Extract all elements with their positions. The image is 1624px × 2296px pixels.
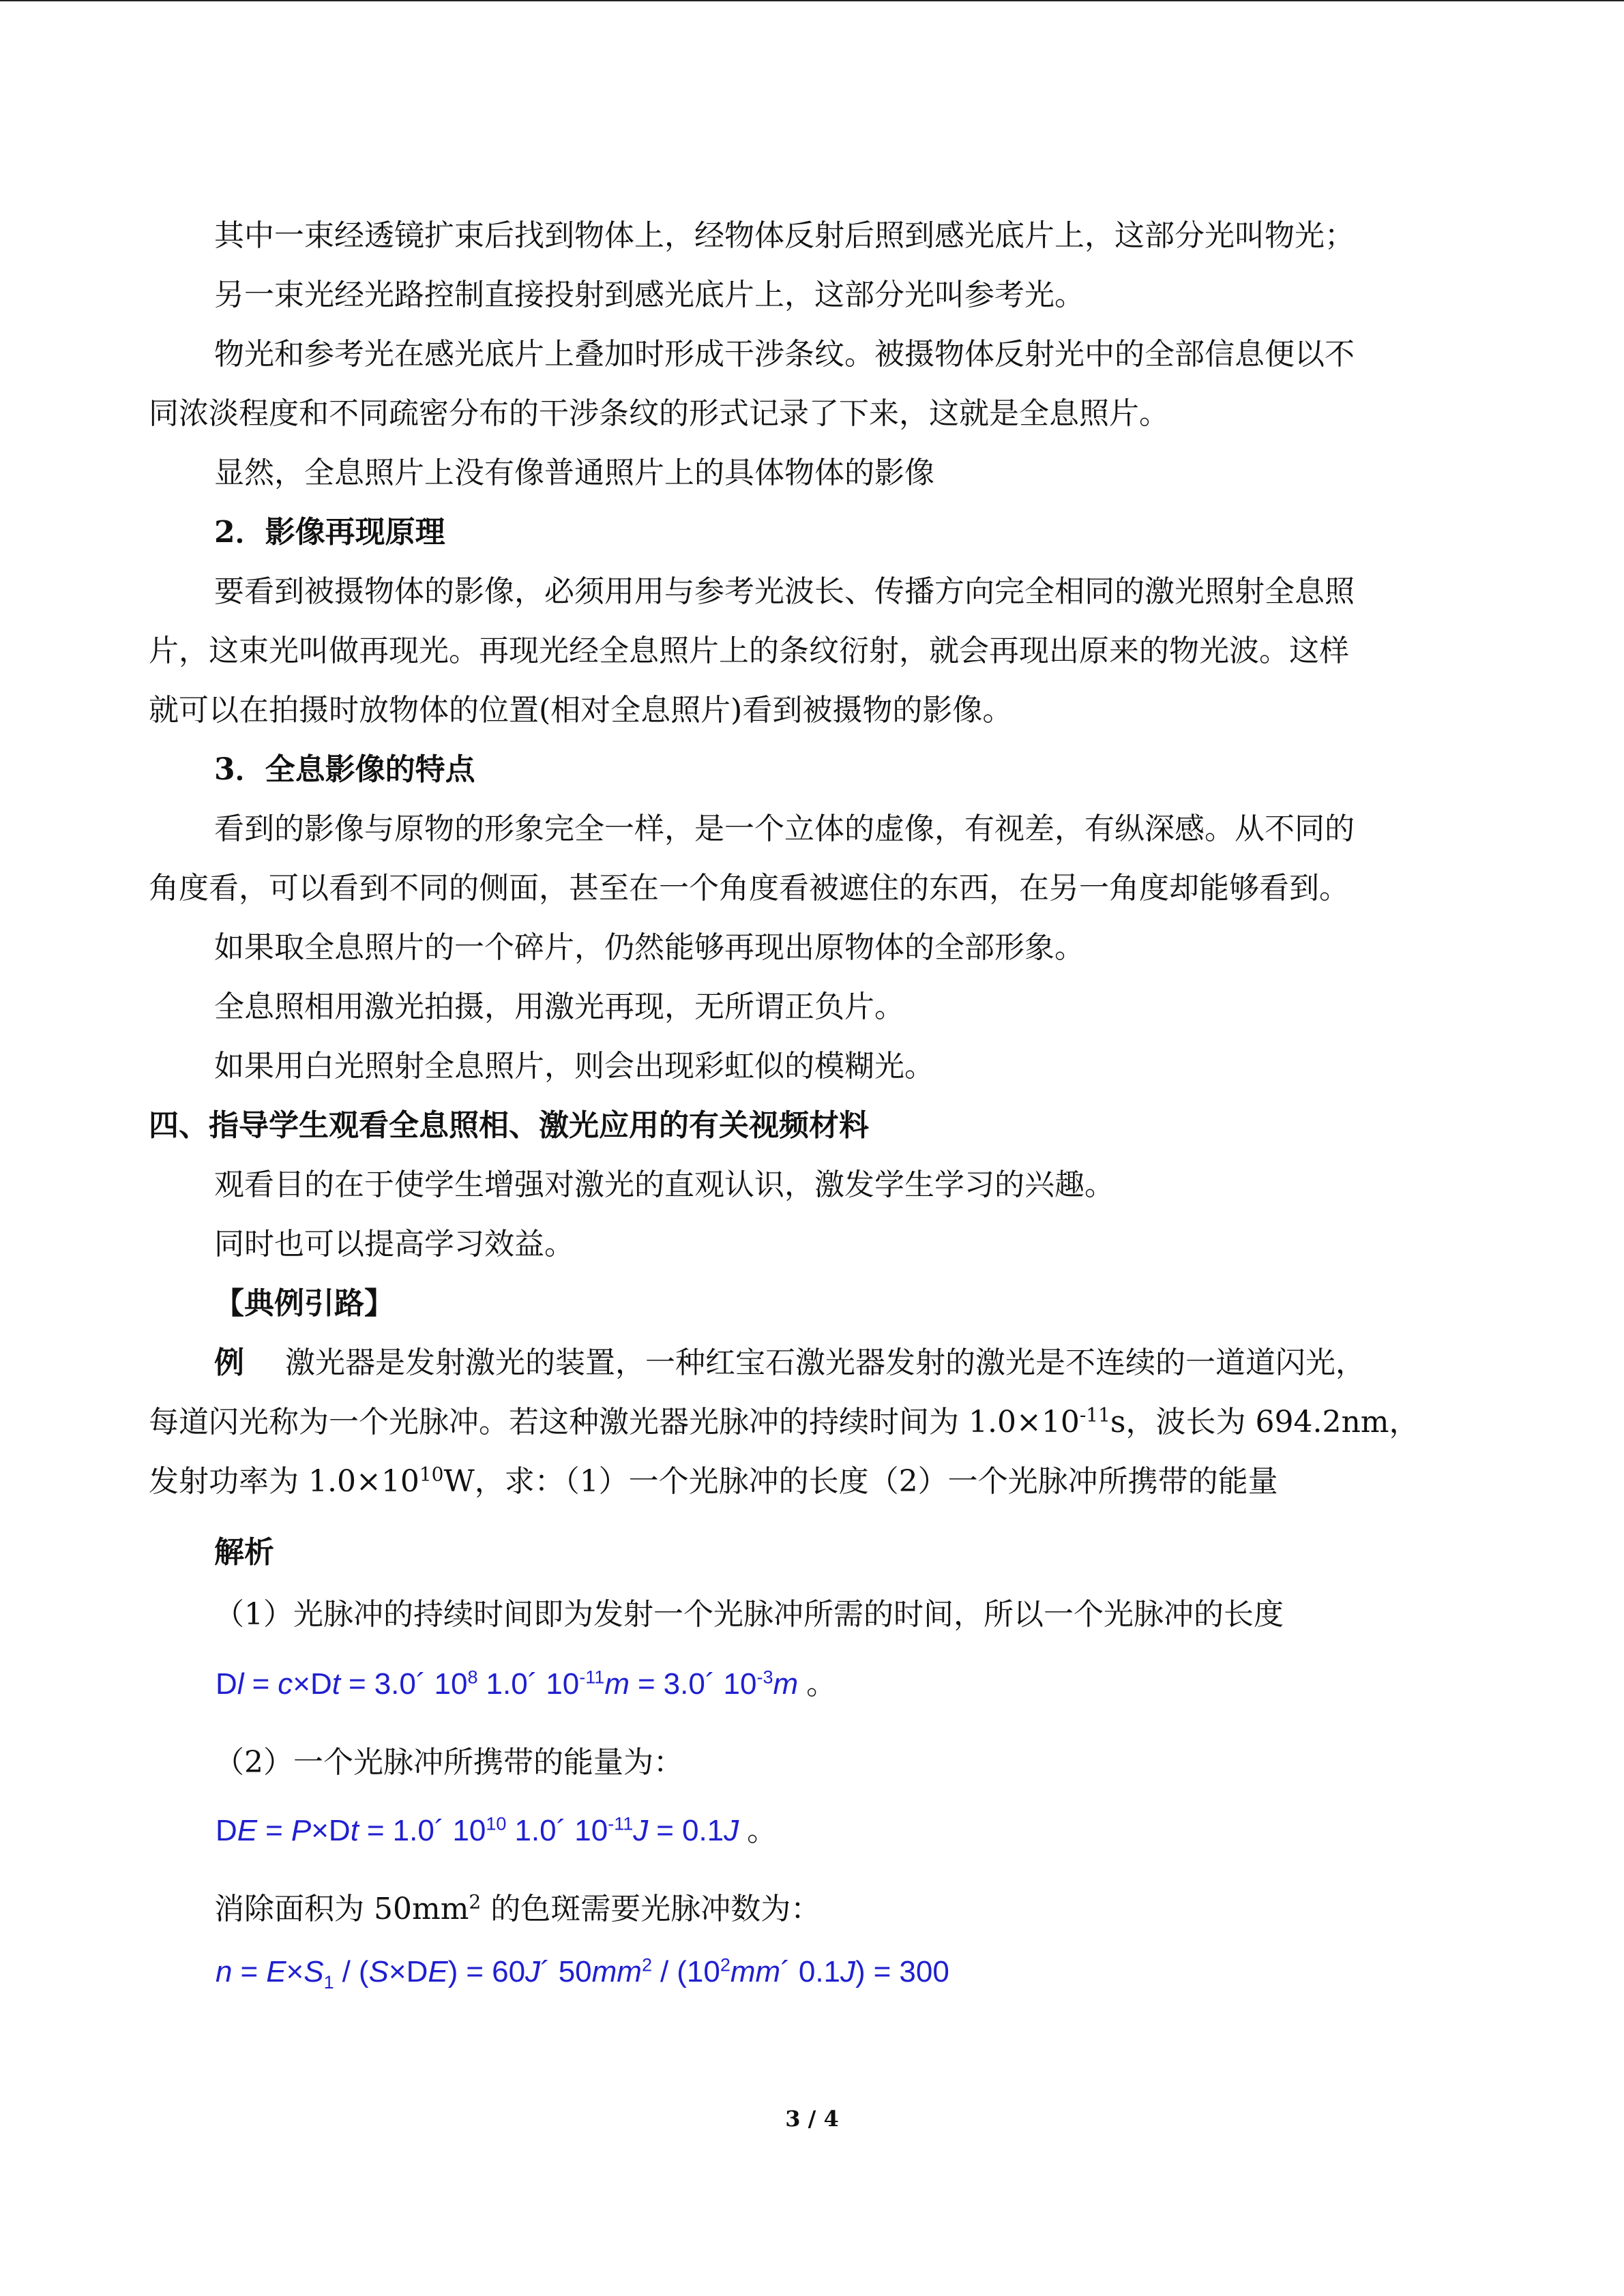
paragraph: 观看目的在于使学生增强对激光的直观认识，激发学生学习的兴趣。 bbox=[214, 1167, 1114, 1202]
paragraph: 显然，全息照片上没有像普通照片上的具体物体的影像 bbox=[214, 456, 934, 490]
section-heading: 【典例引路】 bbox=[214, 1286, 394, 1321]
paragraph: 物光和参考光在感光底片上叠加时形成干涉条纹。被摄物体反射光中的全部信息便以不 bbox=[214, 337, 1355, 372]
paragraph: 看到的影像与原物的形象完全一样，是一个立体的虚像，有视差，有纵深感。从不同的 bbox=[214, 811, 1355, 846]
section-heading: 2．影像再现原理 bbox=[214, 515, 445, 550]
paragraph: （1）光脉冲的持续时间即为发射一个光脉冲所需的时间，所以一个光脉冲的长度 bbox=[214, 1597, 1284, 1632]
solution-label: 解析 bbox=[214, 1535, 274, 1570]
paragraph: 其中一束经透镜扩束后找到物体上，经物体反射后照到感光底片上，这部分光叫物光； bbox=[214, 218, 1355, 253]
section-heading: 3．全息影像的特点 bbox=[214, 752, 475, 787]
example-label: 例 bbox=[214, 1345, 244, 1380]
paragraph: 如果用白光照射全息照片，则会出现彩虹似的模糊光。 bbox=[214, 1049, 934, 1084]
example-line bbox=[0, 1343, 1624, 1384]
paragraph: 同时也可以提高学习效益。 bbox=[214, 1227, 574, 1262]
formula-pulse-energy: DE = P×Dt = 1.0´ $10^{10}$ 1.0´ $10^{-11}J = 0.1J$ 。 bbox=[216, 1813, 778, 1848]
paragraph: 角度看，可以看到不同的侧面，甚至在一个角度看被遮住的东西，在另一角度却能够看到。 bbox=[149, 871, 1349, 906]
top-rule bbox=[0, 0, 1624, 1]
example-line: 每道闪光称为一个光脉冲。若这种激光器光脉冲的持续时间为 $1.0\times 10^{-11}s$，波长为 694.2nm， bbox=[149, 1403, 1419, 1440]
paragraph: （2）一个光脉冲所携带的能量为： bbox=[214, 1745, 683, 1780]
section-heading: 四、指导学生观看全息照相、激光应用的有关视频材料 bbox=[149, 1108, 869, 1143]
paragraph: 如果取全息照片的一个碎片，仍然能够再现出原物体的全部形象。 bbox=[214, 930, 1084, 965]
formula-pulse-length: Dl = c×Dt = 3.0´ $10^8$ 1.0´ $10^{-11}m$ = 3.0´ $10^{-3}m$ 。 bbox=[216, 1667, 837, 1701]
paragraph: 消除面积为 $50mm^2$ 的色斑需要光脉冲数为： bbox=[214, 1890, 821, 1926]
example-text: 激光器是发射激光的装置，一种红宝石激光器发射的激光是不连续的一道道闪光， bbox=[285, 1345, 1365, 1380]
paragraph: 另一束光经光路控制直接投射到感光底片上，这部分光叫参考光。 bbox=[214, 278, 1084, 312]
paragraph: 要看到被摄物体的影像，必须用用与参考光波长、传播方向完全相同的激光照射全息照 bbox=[214, 574, 1355, 609]
formula-pulse-count: $n = E\times S_1 / (S\times DE)$ = 60J´ $50mm^2$ / ($10^2mm´$ 0.1J) = 300 bbox=[216, 1954, 949, 1993]
paragraph: 全息照相用激光拍摄，用激光再现，无所谓正负片。 bbox=[214, 989, 904, 1024]
paragraph: 就可以在拍摄时放物体的位置(相对全息照片)看到被摄物的影像。 bbox=[149, 693, 1013, 728]
paragraph: 片，这束光叫做再现光。再现光经全息照片上的条纹衍射，就会再现出原来的物光波。这样 bbox=[149, 633, 1349, 668]
example-line: 发射功率为 $1.0\times 10^{10}W$，求：（1）一个光脉冲的长度（2）一个光脉冲所携带的能量 bbox=[149, 1463, 1278, 1499]
paragraph: 同浓淡程度和不同疏密分布的干涉条纹的形式记录了下来，这就是全息照片。 bbox=[149, 396, 1169, 431]
page-number: 3 / 4 bbox=[785, 2106, 839, 2132]
